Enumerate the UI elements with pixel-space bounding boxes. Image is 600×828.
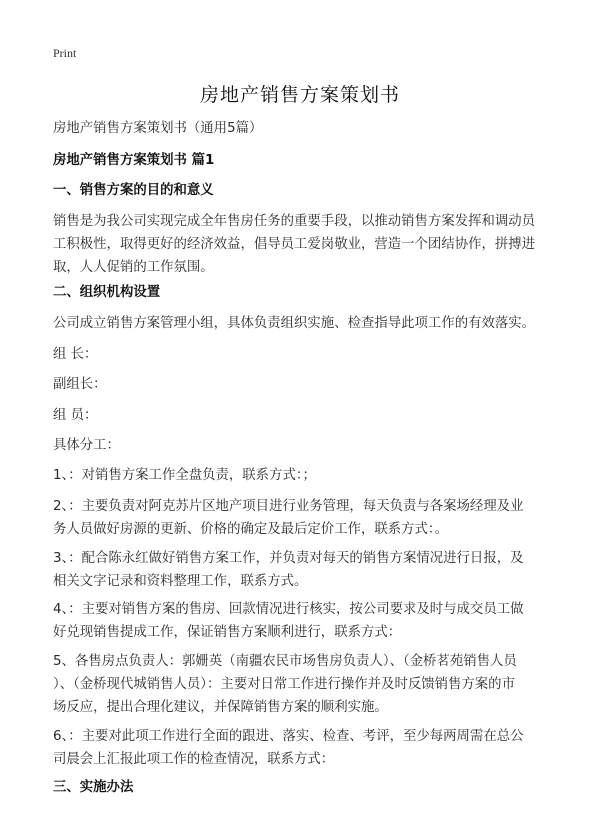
item-4-line: 好兑现销售提成工作，保证销售方案顺利进行，联系方式： [53, 625, 402, 640]
division-line: 具体分工： [53, 438, 120, 453]
item-4-line: 4、：主要对销售方案的售房、回款情况进行核实，按公司要求及时与成交员工做 [53, 602, 524, 617]
section-3-heading: 三、实施办法 [53, 780, 134, 795]
item-5-line: 场反应，提出合理化建议，并保障销售方案的顺利实施。 [53, 700, 388, 715]
item-5-line: ）、（金桥现代城销售人员）：主要对日常工作进行操作并及时反馈销售方案的市 [53, 677, 515, 692]
item-6-line: 司晨会上汇报此项工作的检查情况，联系方式： [53, 752, 335, 767]
item-3-line: 3、：配合陈永红做好销售方案工作，并负责对每天的销售方案情况进行日报，及 [53, 551, 524, 566]
member-line: 组 员： [53, 408, 98, 423]
document-subtitle: 房地产销售方案策划书（通用5篇） [53, 121, 263, 136]
part-heading: 房地产销售方案策划书 篇1 [53, 153, 215, 168]
vice-leader-line: 副组长： [53, 377, 107, 392]
section-1-paragraph-line: 销售是为我公司实现完成全年售房任务的重要手段，以推动销售方案发挥和调动员 [53, 214, 536, 229]
leader-line: 组 长： [53, 347, 98, 362]
section-2-heading: 二、组织机构设置 [53, 285, 161, 300]
section-1-heading: 一、销售方案的目的和意义 [53, 183, 214, 198]
section-1-paragraph-line: 取，人人促销的工作氛围。 [53, 260, 214, 275]
item-5-line: 5、各售房点负责人：郭姗英（南疆农民市场售房负责人）、（金桥茗苑销售人员 [53, 654, 517, 669]
section-1-paragraph-line: 工积极性，取得更好的经济效益，倡导员工爱岗敬业，营造一个团结协作，拼搏进 [53, 237, 536, 252]
section-2-paragraph: 公司成立销售方案管理小组，具体负责组织实施、检查指导此项工作的有效落实。 [53, 316, 536, 331]
item-3-line: 相关文字记录和资料整理工作，联系方式。 [53, 574, 308, 589]
print-label[interactable]: Print [53, 46, 77, 60]
item-6-line: 6、：主要对此项工作进行全面的跟进、落实、检查、考评，至少每两周需在总公 [53, 729, 524, 744]
item-1: 1、：对销售方案工作全盘负责，联系方式：； [53, 468, 316, 483]
item-2-line: 2、：主要负责对阿克苏片区地产项目进行业务管理，每天负责与各案场经理及业 [53, 499, 524, 514]
document-title: 房地产销售方案策划书 [199, 84, 400, 106]
item-2-line: 务人员做好房源的更新、价格的确定及最后定价工作，联系方式：。 [53, 522, 449, 537]
